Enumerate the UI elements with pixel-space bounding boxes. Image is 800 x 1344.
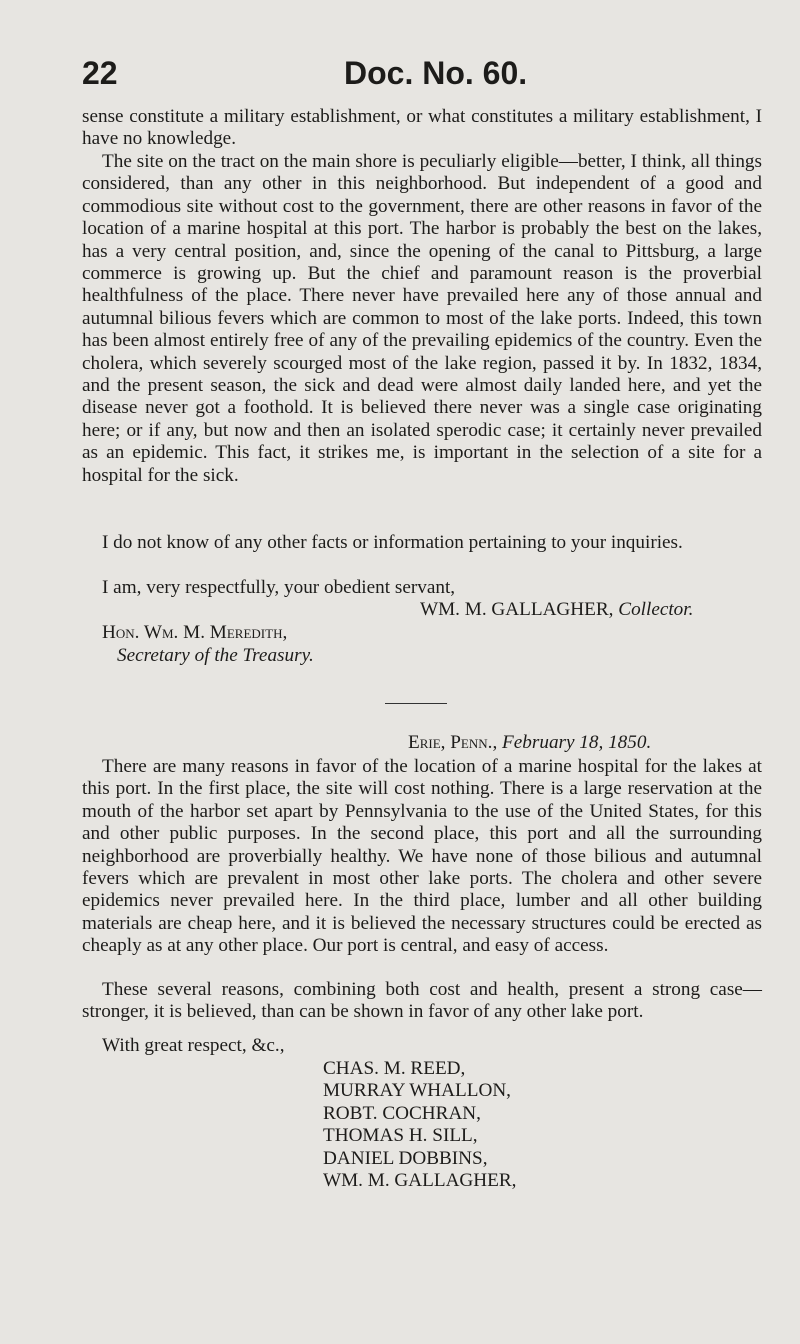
signature-title: Collector. <box>618 599 694 620</box>
signatory: WM. M. GALLAGHER, <box>323 1170 517 1192</box>
letter2-date: February 18, 1850. <box>502 732 652 753</box>
page-number: 22 <box>82 55 118 91</box>
letter2-dateline <box>408 732 651 754</box>
letter2-place: Erie, Penn., <box>408 732 498 753</box>
letter2-paragraph-2: These several reasons, combining both cost and health, present a strong case—stronger, it is believed, than can be shown in favor of any other lake port. <box>82 979 762 1023</box>
signatory: CHAS. M. REED, <box>323 1058 466 1079</box>
letter1-closing: I am, very respectfully, your obedient servant, <box>102 577 456 598</box>
addressee-name: Hon. Wm. M. Meredith, <box>102 622 288 643</box>
section-divider <box>385 703 447 704</box>
letter1-signature <box>420 599 693 621</box>
signatory: MURRAY WHALLON, <box>323 1080 511 1102</box>
letter2-paragraph-1: There are many reasons in favor of the location of a marine hospital for the lakes at this port. In the first place, the site will cost nothing. There is a large reservation at the mouth of the harbor set apart by Pennsylvania to the use of the United States, for this and other public purposes. In the second place, this port and all the surrounding neighborhood are proverbially healthy. We have none of those bilious and autumnal fevers which are prevalent in most other lake ports. The cholera and other severe epidemics never prevailed here. In the third place, lumber and all other building materials are cheap here, and it is believed the necessary structures could be erected as cheaply as at any other place. Our port is central, and easy of access. <box>82 756 762 957</box>
document-title: Doc. No. 60. <box>344 55 528 91</box>
letter1-paragraph-3: I do not know of any other facts or information pertaining to your inquiries. <box>102 532 683 553</box>
signatories-list <box>323 1058 743 1192</box>
page-header <box>82 55 762 95</box>
signatory: ROBT. COCHRAN, <box>323 1102 481 1124</box>
signatory: THOMAS H. SILL, <box>323 1125 478 1147</box>
signature-name: WM. M. GALLAGHER, <box>420 599 614 620</box>
signatory: DANIEL DOBBINS, <box>323 1147 488 1169</box>
addressee-title: Secretary of the Treasury. <box>117 645 314 666</box>
letter1-paragraph-1: sense constitute a military establishment, or what constitutes a military establishment, I have no knowledge. <box>82 106 762 150</box>
letter1-paragraph-2: The site on the tract on the main shore is peculiarly eligible—better, I think, all things considered, than any other in this neighborhood. But independent of a good and commodious site without cost to the government, there are other reasons in favor of the location of a marine hospital at this port. The harbor is probably the best on the lakes, has a very central position, and, since the opening of the canal to Pittsburg, a large commerce is growing up. But the chief and paramount reason is the proverbial healthfulness of the place. There never have prevailed here any of those annual and autumnal bilious fevers which are common to most of the lake ports. Indeed, this town has been almost entirely free of any of the prevailing epidemics of the country. Even the cholera, which severely scourged most of the lake region, passed it by. In 1832, 1834, and the present season, the sick and dead were almost daily landed here, and yet the disease never got a foothold. It is believed there never was a single case originating here; or if any, but now and then an isolated sperodic case; it certainly never prevailed as an epidemic. This fact, it strikes me, is important in the selection of a site for a hospital for the sick. <box>82 151 762 486</box>
letter2-closing: With great respect, &c., <box>102 1035 285 1056</box>
